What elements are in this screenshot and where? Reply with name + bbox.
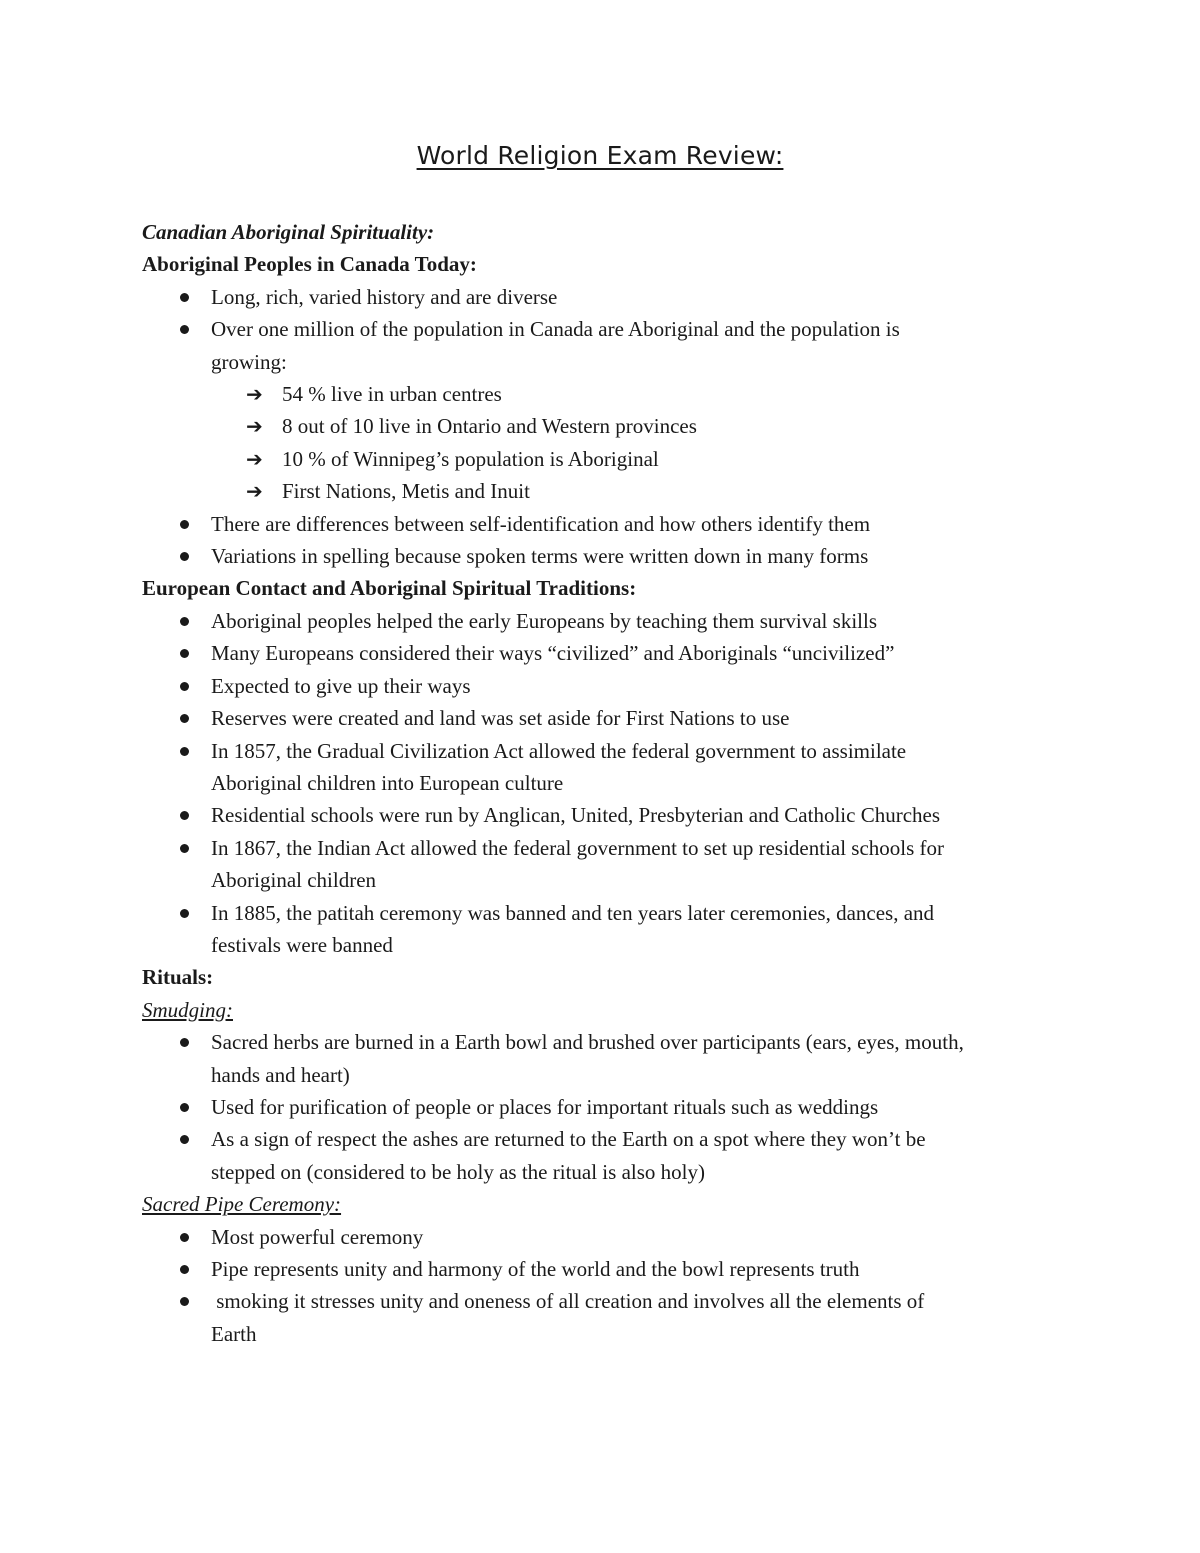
list-item [142,799,1082,831]
list-item-text: Sacred herbs are burned in a Earth bowl and brushed over participants (ears, eyes, mouth, [211,1030,964,1055]
list-item [142,508,1082,540]
list-item [142,540,1082,572]
list-item [142,605,1082,637]
right-arrow-icon: ➔ [246,382,263,407]
bullet-dot-icon [180,293,189,302]
list-item-text: Used for purification of people or places for important rituals such as weddings [211,1094,879,1119]
list-item-text: Aboriginal peoples helped the early Europeans by teaching them survival skills [211,608,877,633]
list-item-text: growing: [211,349,287,374]
bullet-dot-icon [180,714,189,723]
list-item [142,1123,1082,1188]
list-item-text: As a sign of respect the ashes are returned to the Earth on a spot where they won’t be [211,1127,926,1152]
list-item-text: Most powerful ceremony [211,1224,424,1249]
rituals-heading: Rituals: [142,965,214,990]
list-item-text: festivals were banned [211,932,393,957]
bullet-dot-icon [180,844,189,853]
list-item [142,735,1082,800]
bullet-dot-icon [180,1297,189,1306]
bullet-dot-icon [180,747,189,756]
list-item [142,637,1082,669]
sub-list-item-text: First Nations, Metis and Inuit [282,479,530,504]
right-arrow-icon: ➔ [246,479,263,504]
list-item-text: Reserves were created and land was set aside for First Nations to use [211,706,790,731]
document-body [142,216,1082,1350]
section-title: Canadian Aboriginal Spirituality: [142,220,435,244]
list-item-text: hands and heart) [211,1062,350,1087]
peoples-heading: Aboriginal Peoples in Canada Today: [142,252,477,277]
bullet-dot-icon [180,1265,189,1274]
bullet-dot-icon [180,909,189,918]
sub-list-item [142,443,1082,475]
peoples-list [142,281,1082,378]
sub-list-item [142,378,1082,410]
peoples-list-continued [142,508,1082,573]
list-item-text: In 1857, the Gradual Civilization Act allowed the federal government to assimilate [211,738,907,763]
list-item [142,281,1082,313]
bullet-dot-icon [180,1233,189,1242]
list-item-text: Aboriginal children [211,868,377,893]
list-item-text: Many Europeans considered their ways “civilized” and Aboriginals “uncivilized” [211,641,895,666]
right-arrow-icon: ➔ [246,446,263,471]
list-item [142,313,1082,378]
list-item-text: Earth [211,1321,257,1346]
list-item-text: Pipe represents unity and harmony of the world and the bowl represents truth [211,1257,860,1281]
list-item [142,832,1082,897]
list-item-text: There are differences between self-identification and how others identify them [211,511,871,536]
bullet-dot-icon [180,682,189,691]
list-item-text: In 1885, the patitah ceremony was banned and ten years later ceremonies, dances, and [211,900,935,925]
list-item-text: Long, rich, varied history and are diverse [211,284,558,309]
bullet-dot-icon [180,649,189,658]
sub-list-item [142,410,1082,442]
sub-list-item-text: 8 out of 10 live in Ontario and Western provinces [282,414,697,439]
page-title: World Religion Exam Review: [416,141,784,170]
smudging-list [142,1026,1082,1188]
bullet-dot-icon [180,1103,189,1112]
list-item [142,897,1082,962]
sub-list-item-text: 10 % of Winnipeg’s population is Aboriginal [282,446,659,471]
list-item [142,1253,1082,1285]
list-item [142,670,1082,702]
bullet-dot-icon [180,617,189,626]
smudging-heading: Smudging: [142,997,233,1022]
sacred-pipe-list [142,1221,1082,1351]
list-item [142,1285,1082,1350]
bullet-dot-icon [180,1038,189,1047]
european-list [142,605,1082,961]
list-item [142,1026,1082,1091]
sub-list-item-text: 54 % live in urban centres [282,382,502,407]
bullet-dot-icon [180,325,189,334]
sacred-pipe-heading: Sacred Pipe Ceremony: [142,1192,342,1217]
bullet-dot-icon [180,552,189,561]
list-item-text: Aboriginal children into European culture [211,770,564,795]
list-item-text: Residential schools were run by Anglican, United, Presbyterian and Catholic Churches [211,803,941,828]
list-item-text: Over one million of the population in Canada are Aboriginal and the population is [211,317,900,342]
bullet-dot-icon [180,1135,189,1144]
list-item [142,1221,1082,1253]
european-heading: European Contact and Aboriginal Spiritual Traditions: [142,576,637,601]
bullet-dot-icon [180,520,189,529]
sub-list-item [142,475,1082,507]
right-arrow-icon: ➔ [246,414,263,439]
list-item-text: stepped on (considered to be holy as the ritual is also holy) [211,1159,705,1184]
peoples-sublist [142,378,1082,508]
list-item-text: In 1867, the Indian Act allowed the federal government to set up residential schools for [211,835,945,860]
list-item [142,1091,1082,1123]
list-item [142,702,1082,734]
list-item-text: smoking it stresses unity and oneness of all creation and involves all the elements of [211,1289,925,1314]
bullet-dot-icon [180,811,189,820]
list-item-text: Expected to give up their ways [211,673,471,698]
list-item-text: Variations in spelling because spoken terms were written down in many forms [211,544,869,569]
